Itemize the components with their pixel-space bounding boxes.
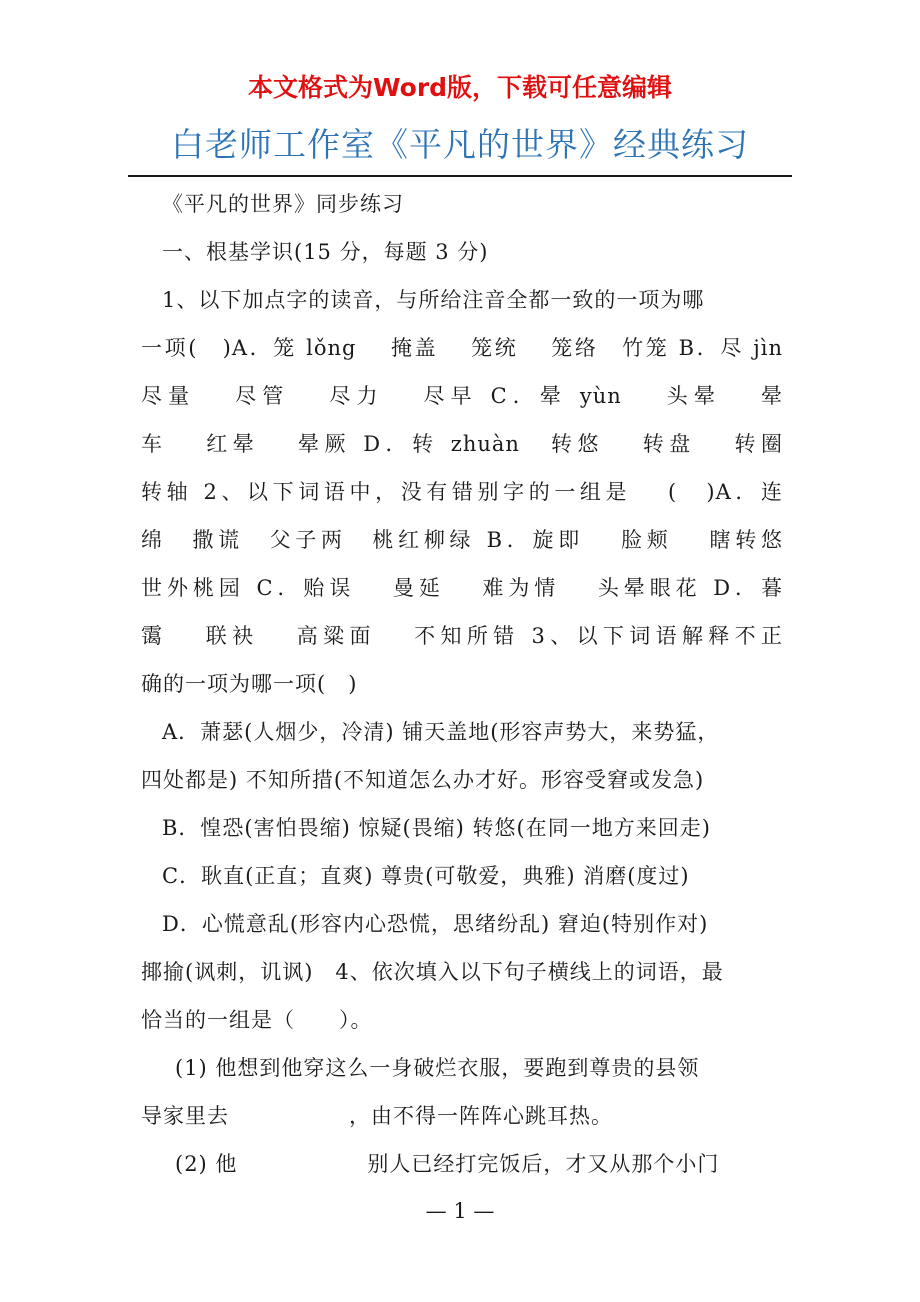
question-3-option-d: 揶揄(讽刺，讥讽) 4、依次填入以下句子横线上的词语，最	[141, 960, 724, 984]
question-1-line: 车 红晕 晕厥 D．转 zhuàn 转悠 转盘 转圈	[141, 432, 783, 456]
sentence-2-text: (2) 他	[175, 1152, 238, 1176]
question-3-line: 确的一项为哪一项( )	[141, 672, 358, 696]
question-2-line: 霭 联袂 高粱面 不知所错 3、以下词语解释不正	[141, 624, 783, 648]
question-3-option-d: D．心慌意乱(形容内心恐慌，思绪纷乱) 窘迫(特别作对)	[162, 912, 709, 936]
question-3-option-a: A．萧瑟(人烟少，冷清) 铺天盖地(形容声势大，来势猛，	[162, 720, 720, 744]
document-title: 白老师工作室《平凡的世界》经典练习	[171, 125, 749, 164]
sentence-2-text: 别人已经打完饭后，才又从那个小门	[367, 1152, 720, 1176]
question-4-line: 恰当的一组是（ ）。	[141, 1008, 373, 1032]
section-heading: 一、根基学识(15 分，每题 3 分)	[162, 240, 489, 264]
question-1-line: 尽量 尽管 尽力 尽早 C．晕 yùn 头晕 晕	[141, 384, 783, 408]
question-1-line: 一项( )A．笼 lǒng 掩盖 笼统 笼络 竹笼 B．尽 jìn	[141, 336, 783, 360]
sentence-2	[141, 1140, 783, 1188]
sentence-1	[141, 1092, 783, 1140]
question-3-option-a: 四处都是) 不知所措(不知道怎么办才好。形容受窘或发急)	[141, 768, 705, 792]
sentence-1: (1) 他想到他穿这么一身破烂衣服，要跑到尊贵的县领	[175, 1056, 700, 1080]
sentence-1-text: ，由不得一阵阵心跳耳热。	[349, 1104, 613, 1128]
question-2-line: 绵 撒谎 父子两 桃红柳绿 B．旋即 脸颊 瞎转悠	[141, 528, 783, 552]
question-2-line: 世外桃园 C．贻误 曼延 难为情 头晕眼花 D．暮	[141, 576, 783, 600]
sentence-1-text: 导家里去	[141, 1104, 229, 1128]
question-3-option-b: B．惶恐(害怕畏缩) 惊疑(畏缩) 转悠(在同一地方来回走)	[162, 816, 711, 840]
question-2-line: 转轴 2、以下词语中，没有错别字的一组是 ( )A．连	[141, 480, 783, 504]
subtitle: 《平凡的世界》同步练习	[162, 192, 404, 216]
question-3-option-c: C．耿直(正直；直爽) 尊贵(可敬爱，典雅) 消磨(度过)	[162, 864, 690, 888]
title-divider	[128, 175, 792, 177]
page-number: — 1 —	[425, 1199, 495, 1223]
document-body	[141, 180, 783, 1188]
format-notice: 本文格式为Word版，下载可任意编辑	[247, 73, 673, 102]
question-1-line: 1、以下加点字的读音，与所给注音全都一致的一项为哪	[162, 288, 705, 312]
